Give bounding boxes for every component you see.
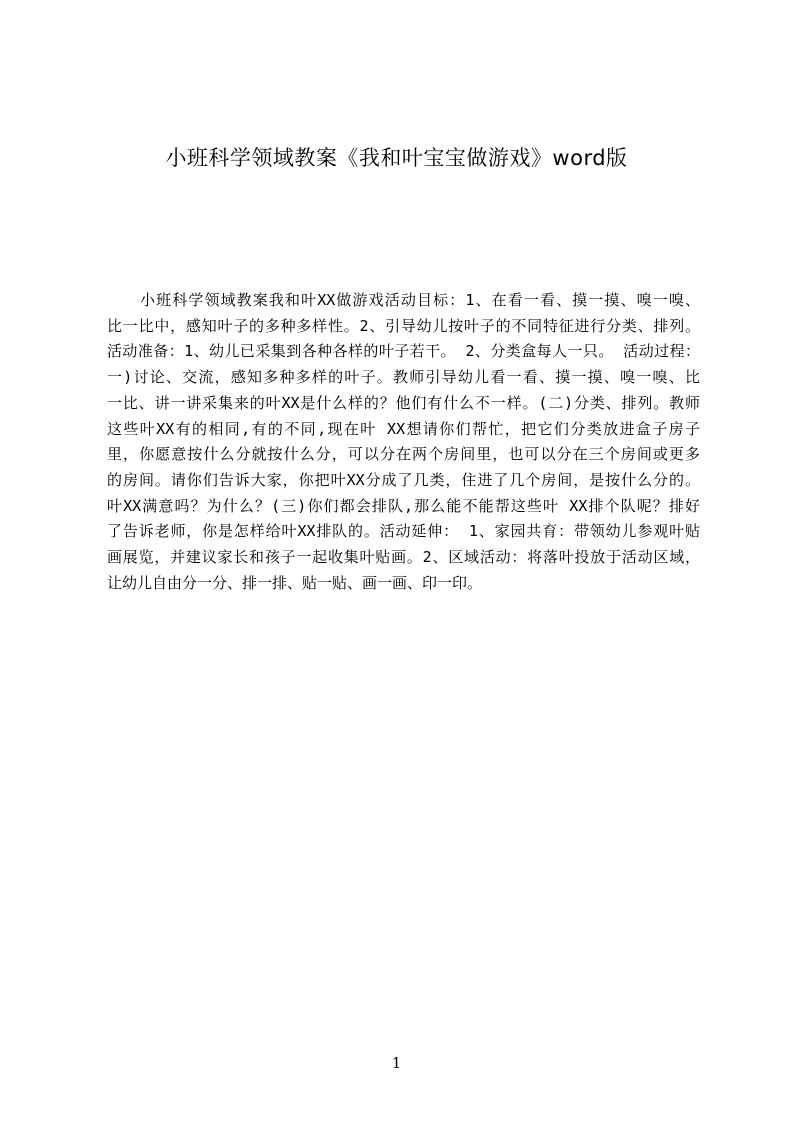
body-paragraph [107,288,700,596]
body-line-5: 一比、讲一讲采集来的叶XX是什么样的？他们有什么不一样。(二)分类、排列。教师 [107,393,700,412]
body-line-10: 了告诉老师，你是怎样给叶XX排队的。活动延伸： 1、家园共育：带领幼儿参观叶贴 [107,522,700,541]
body-line-4: 一)讨论、交流，感知多种多样的叶子。教师引导幼儿看一看、摸一摸、嗅一嗅、比 [107,368,700,387]
body-line-3: 活动准备：1、幼儿已采集到各种各样的叶子若干。 2、分类盒每人一只。 活动过程： [107,342,700,361]
body-line-9: 叶XX满意吗？为什么？(三)你们都会排队,那么能不能帮这些叶 XX排个队呢？排好 [107,496,700,515]
body-line-12: 让幼儿自由分一分、排一排、贴一贴、画一画、印一印。 [107,573,483,592]
body-line-7: 里，你愿意按什么分就按什么分，可以分在两个房间里，也可以分在三个房间或更多 [107,445,700,464]
body-line-1: 小班科学领域教案我和叶XX做游戏活动目标：1、在看一看、摸一摸、嗅一嗅、 [140,291,700,309]
body-line-8: 的房间。请你们告诉大家，你把叶XX分成了几类，住进了几个房间，是按什么分的。 [107,470,700,489]
body-line-2: 比一比中，感知叶子的多种多样性。2、引导幼儿按叶子的不同特征进行分类、排列。 [107,316,700,335]
document-title: 小班科学领域教案《我和叶宝宝做游戏》word版 [165,146,628,170]
body-line-6: 这些叶XX有的相同,有的不同,现在叶 XX想请你们帮忙，把它们分类放进盒子房子 [107,419,700,438]
page-number: 1 [391,1054,402,1072]
body-line-11: 画展览，并建议家长和孩子一起收集叶贴画。2、区域活动：将落叶投放于活动区域， [107,548,700,567]
